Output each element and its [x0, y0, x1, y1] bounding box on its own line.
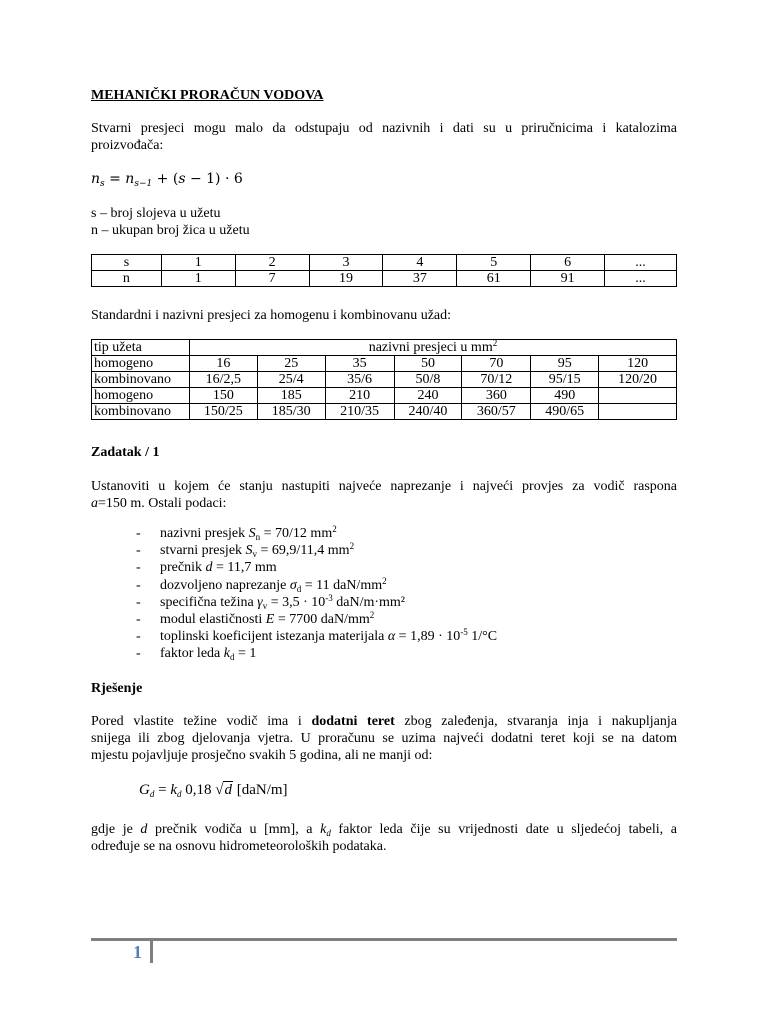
- table-cell: 95/15: [531, 372, 599, 388]
- table-cell: 185/30: [257, 404, 325, 420]
- item-exponent: 2: [369, 610, 375, 621]
- table-cell: 6: [531, 255, 605, 271]
- task-paragraph: [91, 478, 677, 512]
- item-symbol-sub: d: [229, 652, 235, 663]
- table-cell: 35/6: [325, 372, 394, 388]
- table-cell: homogeno: [92, 388, 190, 404]
- list-bullet: -: [136, 594, 141, 610]
- cross-sections-table: [91, 339, 677, 420]
- table-cell: 360: [462, 388, 531, 404]
- item-value: = 11,7 mm: [212, 560, 277, 576]
- task-line-2-text: =150 m. Ostali podaci:: [98, 496, 227, 511]
- table-cell: 61: [457, 271, 531, 287]
- layer-formula: [91, 171, 243, 187]
- table-cell: kombinovano: [92, 372, 190, 388]
- list-bullet: -: [136, 543, 141, 559]
- list-item: [136, 645, 497, 662]
- sqrt-symbol: √d: [215, 782, 232, 798]
- item-label: modul elastičnosti: [160, 612, 266, 628]
- table-cell: kombinovano: [92, 404, 190, 420]
- table-cell: 210: [325, 388, 394, 404]
- solution-line-1: [91, 713, 677, 730]
- table-row: [92, 388, 677, 404]
- table-cell: 150: [189, 388, 257, 404]
- item-value: = 70/12 mm: [260, 526, 333, 541]
- solution-heading: Rješenje: [91, 681, 143, 696]
- table-header-cell: tip užeta: [92, 340, 190, 356]
- list-bullet: -: [136, 646, 141, 662]
- formula-n: n: [91, 171, 101, 187]
- given-data-list: [136, 525, 497, 663]
- task-heading: Zadatak / 1: [91, 445, 160, 460]
- table-cell: 240/40: [394, 404, 462, 420]
- table-cell: ...: [605, 271, 677, 287]
- intro-paragraph: [91, 120, 677, 154]
- table-row: [92, 255, 677, 271]
- cl-k-sub: d: [326, 828, 331, 838]
- page-number-bar: [150, 941, 153, 963]
- f2-G: G: [139, 782, 150, 798]
- solution-line-3: mjestu pojavljuje prosječno svakih 5 godina, ali ne manji od:: [91, 748, 433, 763]
- table-row: [92, 404, 677, 420]
- footer-divider: [91, 938, 677, 941]
- list-item-text: [160, 577, 387, 594]
- layers-table: [91, 254, 677, 287]
- table-row: [92, 340, 677, 356]
- item-symbol: α: [387, 629, 396, 645]
- cl-a: gdje je: [91, 822, 141, 837]
- sol-text-c: zbog zaleđenja, stvaranja inja i nakupljanja: [394, 714, 678, 729]
- formula-n2: n: [125, 171, 135, 187]
- legend: [91, 205, 250, 239]
- legend-n: n – ukupan broj žica u užetu: [91, 223, 250, 238]
- table-cell: n: [92, 271, 162, 287]
- list-item-text: [160, 611, 374, 628]
- item-value: = 1,89 · 10: [395, 629, 461, 645]
- list-item: [136, 628, 497, 645]
- table-cell: 4: [383, 255, 457, 271]
- table-header-cell: [189, 340, 676, 356]
- item-label: specifična težina: [160, 594, 258, 610]
- list-item: [136, 542, 497, 559]
- item-label: dozvoljeno naprezanje: [160, 577, 290, 593]
- list-item: [136, 611, 497, 628]
- table-cell: 360/57: [462, 404, 531, 420]
- table-row: [92, 271, 677, 287]
- task-line-1: Ustanoviti u kojem će stanju nastupiti najveće naprezanje i najveći provjes za vodič raspona: [91, 479, 677, 494]
- closing-line-1: [91, 821, 677, 838]
- header-sup: 2: [492, 338, 498, 348]
- table-cell: 240: [394, 388, 462, 404]
- table-cell: 19: [309, 271, 383, 287]
- table-cell: 70: [462, 356, 531, 372]
- table-cell: 1: [161, 255, 235, 271]
- list-bullet: -: [136, 612, 141, 628]
- item-symbol: S: [245, 543, 253, 559]
- task-line-2: [91, 495, 677, 512]
- formula-n2-sub: s−1: [134, 179, 153, 189]
- formula-n-sub: s: [100, 179, 105, 189]
- list-bullet: -: [136, 526, 141, 541]
- legend-s: s – broj slojeva u užetu: [91, 206, 221, 221]
- item-label: faktor leda: [160, 646, 224, 662]
- item-value: = 69,9/11,4 mm: [257, 543, 350, 559]
- formula-rest: + (: [152, 171, 179, 187]
- table-cell: 25: [257, 356, 325, 372]
- item-exponent: 2: [332, 524, 337, 534]
- f2-coef: 0,18: [181, 782, 216, 798]
- item-unit: daN/m·mm²: [332, 594, 406, 610]
- list-item-text: [160, 645, 256, 662]
- item-label: toplinski koeficijent istezanja materijala: [160, 629, 388, 645]
- formula-tail: − 1) · 6: [185, 171, 243, 187]
- table2-caption: Standardni i nazivni presjeci za homogenu i kombinovanu užad:: [91, 308, 452, 323]
- table-cell: ...: [605, 255, 677, 271]
- item-exponent: 2: [349, 541, 355, 552]
- table-cell: 7: [235, 271, 309, 287]
- table-cell: 91: [531, 271, 605, 287]
- table-cell: 210/35: [325, 404, 394, 420]
- table-cell: 150/25: [189, 404, 257, 420]
- item-exponent: -3: [325, 592, 333, 603]
- item-value: = 3,5 · 10: [267, 594, 326, 610]
- item-unit: 1/°C: [467, 629, 498, 645]
- item-exponent: 2: [382, 575, 387, 586]
- table-cell: 185: [257, 388, 325, 404]
- f2-d: d: [224, 782, 232, 798]
- table-cell: 35: [325, 356, 394, 372]
- f2-G-sub: d: [149, 789, 155, 799]
- f2-eq: =: [154, 782, 171, 798]
- table-cell: 2: [235, 255, 309, 271]
- list-bullet: -: [136, 577, 141, 593]
- table-cell: 25/4: [257, 372, 325, 388]
- table-cell: 1: [161, 271, 235, 287]
- f2-unit: [daN/m]: [232, 782, 288, 798]
- intro-line-2: proizvođača:: [91, 138, 164, 153]
- sol-bold-term: dodatni teret: [311, 714, 395, 729]
- table-cell: homogeno: [92, 356, 190, 372]
- cl-k: k: [320, 822, 327, 837]
- item-symbol-sub: n: [255, 532, 261, 542]
- item-symbol: γ: [257, 594, 263, 610]
- table-cell: 5: [457, 255, 531, 271]
- table-cell: 95: [531, 356, 599, 372]
- item-value: = 11 daN/mm: [301, 577, 383, 593]
- task-var-a: a: [91, 496, 98, 511]
- ice-load-formula: [139, 782, 288, 799]
- item-symbol: σ: [289, 577, 297, 593]
- table-cell: 16/2,5: [189, 372, 257, 388]
- item-symbol-sub: v: [262, 600, 268, 611]
- item-exponent: -5: [460, 627, 468, 638]
- table-cell: 37: [383, 271, 457, 287]
- item-value: = 7700 daN/mm: [274, 612, 370, 628]
- closing-line-2: određuje se na osnovu hidrometeoroloških podataka.: [91, 839, 387, 854]
- table-cell: 70/12: [462, 372, 531, 388]
- header-text: nazivni presjeci u mm: [368, 340, 493, 355]
- table-cell: 120/20: [599, 372, 677, 388]
- list-item: [136, 559, 497, 576]
- item-symbol: d: [205, 560, 213, 576]
- list-bullet: -: [136, 560, 141, 576]
- page-title: MEHANIČKI PRORAČUN VODOVA: [91, 88, 324, 103]
- item-symbol-sub: d: [296, 583, 302, 594]
- table-cell: 490: [531, 388, 599, 404]
- list-item-text: [160, 559, 277, 576]
- item-label: nazivni presjek: [160, 526, 249, 541]
- list-item-text: [160, 628, 497, 645]
- table-cell: [599, 388, 677, 404]
- cl-b: prečnik vodiča u [mm], a: [147, 822, 321, 837]
- item-symbol: S: [248, 526, 256, 541]
- f2-k-sub: d: [176, 789, 182, 799]
- f2-k: k: [170, 782, 177, 798]
- list-item: [136, 594, 497, 611]
- solution-line-2: snijega ili zbog djelovanja vjetra. U proračunu se uzima najveći dodatni teret koji se na datom: [91, 731, 677, 746]
- cl-d: d: [140, 822, 148, 837]
- closing-paragraph: [91, 821, 677, 855]
- item-symbol: k: [223, 646, 230, 662]
- table-cell: 50/8: [394, 372, 462, 388]
- cl-c: faktor leda čije su vrijednosti date u sljedećoj tabeli, a: [330, 822, 677, 837]
- list-item: [136, 525, 497, 542]
- formula-s: s: [178, 171, 186, 187]
- list-item: [136, 577, 497, 594]
- intro-line-1: Stvarni presjeci mogu malo da odstupaju od nazivnih i dati su u priručnicima i katalozima: [91, 121, 677, 136]
- item-symbol-sub: v: [252, 549, 258, 560]
- sol-text-a: Pored vlastite težine vodič ima i: [91, 714, 312, 729]
- table-row: [92, 372, 677, 388]
- formula-eq: =: [104, 171, 126, 187]
- item-symbol: E: [265, 612, 275, 628]
- list-item-text: [160, 525, 337, 542]
- table-cell: 3: [309, 255, 383, 271]
- table-row: [92, 356, 677, 372]
- table-cell: 120: [599, 356, 677, 372]
- item-label: prečnik: [160, 560, 206, 576]
- table-cell: 16: [189, 356, 257, 372]
- item-label: stvarni presjek: [160, 543, 246, 559]
- table-cell: 490/65: [531, 404, 599, 420]
- table-cell: [599, 404, 677, 420]
- list-bullet: -: [136, 629, 141, 645]
- list-item-text: [160, 542, 354, 559]
- page-number: 1: [133, 942, 142, 962]
- table-cell: s: [92, 255, 162, 271]
- item-value: = 1: [234, 646, 257, 662]
- solution-paragraph: [91, 713, 677, 764]
- table-cell: 50: [394, 356, 462, 372]
- list-item-text: [160, 594, 405, 611]
